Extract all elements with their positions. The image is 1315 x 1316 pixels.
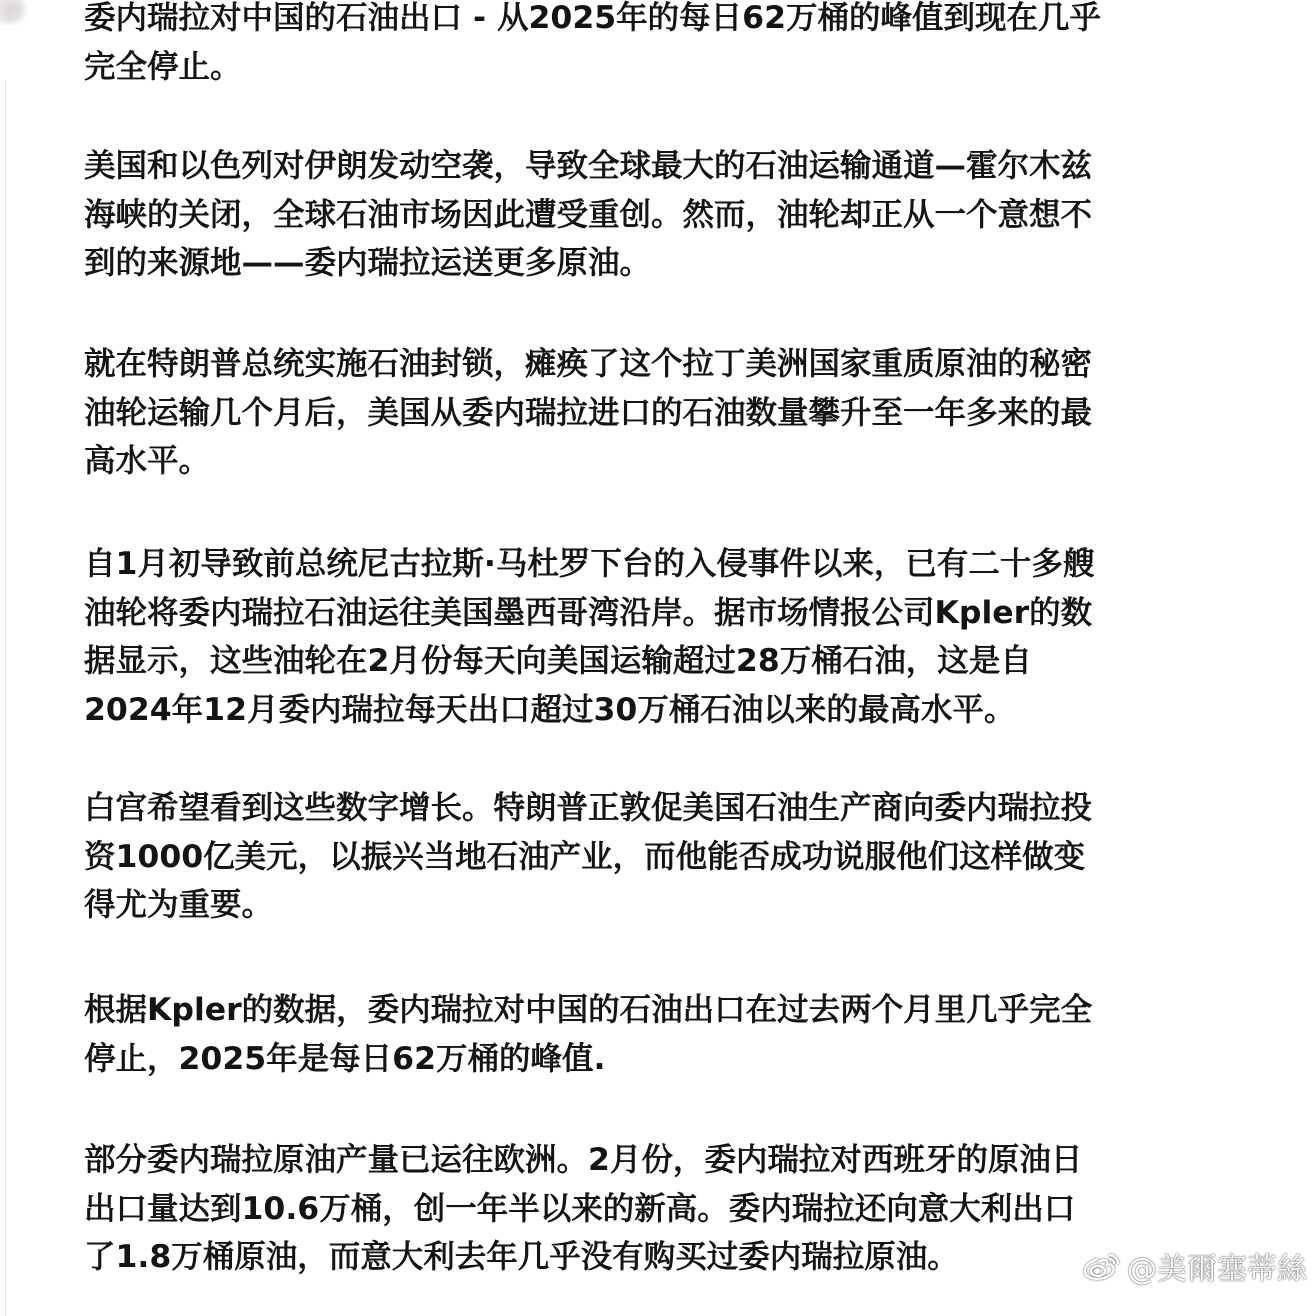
paragraph-line: 出口量达到10.6万桶，创一年半以来的新高。委内瑞拉还向意大利出口 bbox=[84, 1190, 1076, 1227]
paragraph bbox=[84, 784, 1092, 930]
paragraph-line: 到的来源地——委内瑞拉运送更多原油。 bbox=[84, 245, 652, 281]
title-line: 完全停止。 bbox=[84, 48, 242, 85]
paragraph bbox=[84, 142, 1092, 288]
paragraph bbox=[84, 986, 1092, 1083]
paragraph-line: 部分委内瑞拉原油产量已运往欧洲。2月份，委内瑞拉对西班牙的原油日 bbox=[84, 1142, 1083, 1178]
divider bbox=[5, 80, 6, 1316]
paragraph-line: 高水平。 bbox=[84, 443, 211, 479]
paragraph bbox=[84, 340, 1092, 486]
title-line: 委内瑞拉对中国的石油出口 - 从2025年的每日62万桶的峰值到现在几乎 bbox=[84, 0, 1102, 36]
paragraph-line: 油轮将委内瑞拉石油运往美国墨西哥湾沿岸。据市场情报公司Kpler的数 bbox=[84, 594, 1093, 631]
weibo-icon bbox=[1081, 1250, 1123, 1282]
paragraph-line: 2024年12月委内瑞拉每天出口超过30万桶石油以来的最高水平。 bbox=[84, 691, 1016, 728]
watermark bbox=[1081, 1244, 1307, 1288]
paragraph-line: 油轮运输几个月后，美国从委内瑞拉进口的石油数量攀升至一年多来的最 bbox=[84, 394, 1093, 431]
paragraph-line: 美国和以色列对伊朗发动空袭，导致全球最大的石油运输通道—霍尔木兹 bbox=[84, 148, 1093, 184]
paragraph-line: 根据Kpler的数据，委内瑞拉对中国的石油出口在过去两个月里几乎完全 bbox=[84, 992, 1093, 1028]
paragraph-line: 海峡的关闭，全球石油市场因此遭受重创。然而，油轮却正从一个意想不 bbox=[84, 196, 1093, 233]
paragraph-line: 据显示，这些油轮在2月份每天向美国运输超过28万桶石油，这是自 bbox=[84, 643, 1032, 679]
paragraph-line: 资1000亿美元，以振兴当地石油产业，而他能否成功说服他们这样做变 bbox=[84, 838, 1086, 875]
paragraph-line: 自1月初导致前总统尼古拉斯·马杜罗下台的入侵事件以来，已有二十多艘 bbox=[84, 546, 1095, 582]
paragraph bbox=[84, 540, 1094, 734]
paragraph-line: 得尤为重要。 bbox=[84, 887, 274, 923]
watermark-text: @美爾塞蒂絲 bbox=[1127, 1252, 1307, 1287]
paragraph bbox=[84, 1136, 1082, 1282]
article-title bbox=[84, 0, 1101, 91]
paragraph-line: 了1.8万桶原油，而意大利去年几乎没有购买过委内瑞拉原油。 bbox=[84, 1239, 959, 1275]
paragraph-line: 就在特朗普总统实施石油封锁，瘫痪了这个拉丁美洲国家重质原油的秘密 bbox=[84, 346, 1093, 382]
paragraph-line: 停止，2025年是每日62万桶的峰值. bbox=[84, 1040, 606, 1077]
paragraph-line: 白宫希望看到这些数字增长。特朗普正敦促美国石油生产商向委内瑞拉投 bbox=[84, 790, 1093, 826]
avatar[interactable] bbox=[0, 0, 26, 24]
